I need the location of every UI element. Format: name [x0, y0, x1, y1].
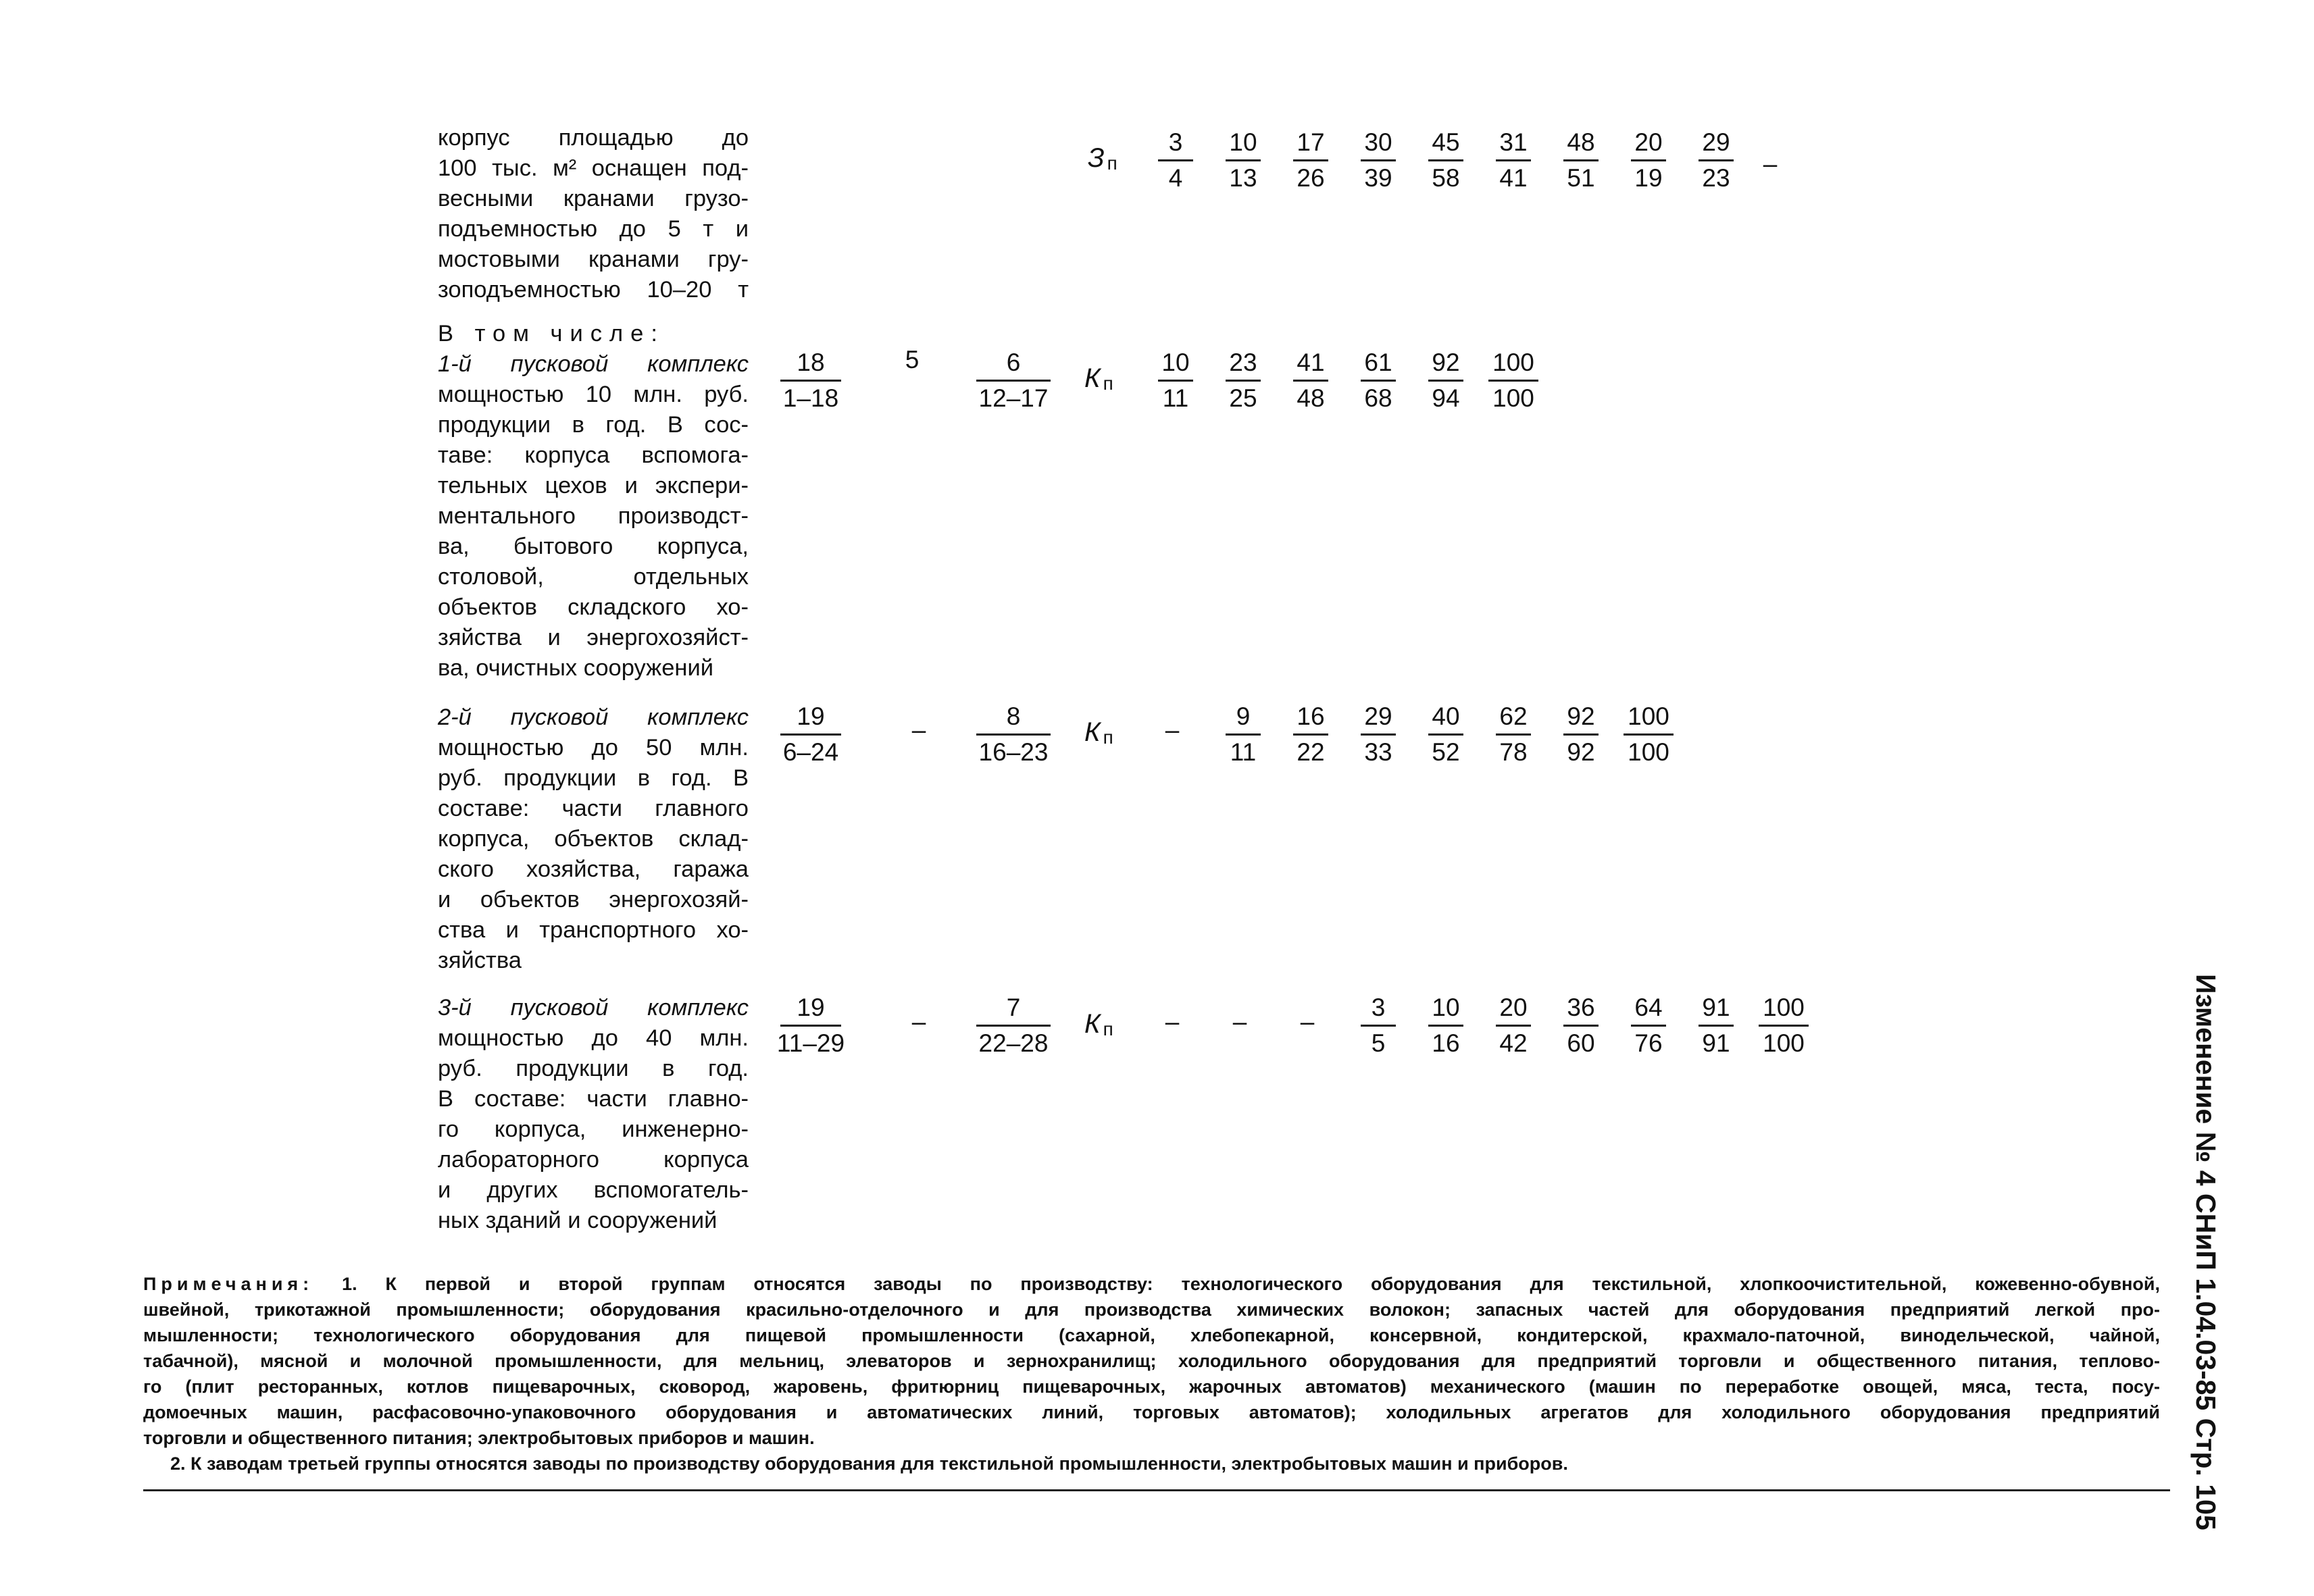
desc-line: весными кранами грузо- — [438, 186, 749, 211]
desc-line: составе: части главного — [438, 796, 749, 821]
desc-line: мощностью до 40 млн. — [438, 1025, 749, 1051]
row3-first-dash: – — [1165, 716, 1180, 744]
month-value: 29 33 — [1338, 700, 1419, 769]
month-value: 3 4 — [1135, 126, 1216, 195]
row3-description — [438, 702, 749, 976]
desc-line: руб. продукции в год. — [438, 1056, 749, 1081]
row2-col3: 6 12–17 — [973, 346, 1054, 415]
row4-description — [438, 993, 749, 1236]
month-value: 40 52 — [1405, 700, 1486, 769]
row2-col2: 5 — [905, 346, 920, 374]
desc-line: зоподъемностью 10–20 т — [438, 277, 749, 303]
desc-line: и объектов энергохозяй- — [438, 887, 749, 912]
month-value: 62 78 — [1473, 700, 1554, 769]
month-value: 10 13 — [1203, 126, 1284, 195]
month-value: 100 100 — [1608, 700, 1689, 769]
desc-line: мощностью до 50 млн. — [438, 735, 749, 761]
row2-total-duration: 18 1–18 — [770, 346, 851, 415]
note-line: 2. К заводам третьей группы относятся заводы по производству оборудования для текстильной промышленности, электробытовых машин и приборов. — [170, 1453, 1568, 1474]
desc-line: В составе: части главно- — [438, 1086, 749, 1112]
desc-line: 3-й пусковой комплекс — [438, 995, 749, 1021]
row4-dash-2: – — [1232, 1008, 1247, 1035]
bottom-rule — [143, 1489, 2170, 1491]
note-line: торговли и общественного питания; электробытовых приборов и машин. — [143, 1428, 815, 1448]
note-line: домоечных машин, расфасовочно-упаковочного оборудования и автоматических линий, торговых автоматов); холодильных агрегатов для холодильного оборудования предприятий — [143, 1402, 2160, 1422]
month-value: 48 51 — [1540, 126, 1621, 195]
notes — [143, 1271, 2160, 1476]
row4-dash-3: – — [1300, 1008, 1315, 1035]
note-line: го (плит ресторанных, котлов пищеварочных, сковород, жаровень, фритюрниц пищеварочных, жарочных автоматов) механического (машин по переработке овощей, мяса, теста, посу- — [143, 1376, 2160, 1397]
desc-line: подъемностью до 5 т и — [438, 216, 749, 242]
month-value: 9 11 — [1203, 700, 1284, 769]
month-value: 36 60 — [1540, 991, 1621, 1060]
row3-col3: 8 16–23 — [973, 700, 1054, 769]
desc-line: ского хозяйства, гаража — [438, 856, 749, 882]
month-value: 91 91 — [1676, 991, 1757, 1060]
row2-coef: К $_п$ — [1084, 363, 1113, 394]
desc-line: и других вспомогатель- — [438, 1177, 749, 1203]
desc-line: зяйства — [438, 948, 522, 973]
month-value: 41 48 — [1270, 346, 1351, 415]
desc-line: лабораторного корпуса — [438, 1147, 749, 1173]
row4-coef: К $_п$ — [1084, 1009, 1113, 1039]
month-value: 3 5 — [1338, 991, 1419, 1060]
month-value: 64 76 — [1608, 991, 1689, 1060]
month-value: 92 94 — [1405, 346, 1486, 415]
month-value: 10 16 — [1405, 991, 1486, 1060]
desc-line: ва, очистных сооружений — [438, 655, 714, 681]
desc-line: ства и транспортного хо- — [438, 917, 749, 943]
desc-line: го корпуса, инженерно- — [438, 1116, 749, 1142]
desc-line: 1-й пусковой комплекс — [438, 351, 749, 377]
desc-line: ментального производст- — [438, 503, 749, 529]
desc-line: таве: корпуса вспомога- — [438, 442, 749, 468]
month-value: 45 58 — [1405, 126, 1486, 195]
row1-tail: – — [1763, 150, 1778, 178]
note-line: швейной, трикотажной промышленности; оборудования красильно-отделочного и для производства химических волокон; запасных частей для оборудования предприятий легкой про- — [143, 1299, 2160, 1320]
month-value: 16 22 — [1270, 700, 1351, 769]
desc-line: мощностью 10 млн. руб. — [438, 382, 749, 407]
desc-line: корпус площадью до — [438, 125, 749, 151]
desc-heading: В том числе: — [438, 321, 665, 346]
month-value: 30 39 — [1338, 126, 1419, 195]
notes-heading: Примечания: — [143, 1274, 314, 1294]
row1-description — [438, 123, 749, 305]
month-value: 100 100 — [1473, 346, 1554, 415]
month-value: 17 26 — [1270, 126, 1351, 195]
row4-col3: 7 22–28 — [973, 991, 1054, 1060]
month-value: 31 41 — [1473, 126, 1554, 195]
row3-total-duration: 19 6–24 — [770, 700, 851, 769]
note-line-text: 1. К первой и второй группам относятся заводы по производству: технологического оборудования для текстильной, хлопкоочистительной, кожевенно-обувной, — [313, 1274, 2160, 1294]
month-value: 61 68 — [1338, 346, 1419, 415]
desc-line: корпуса, объектов склад- — [438, 826, 749, 852]
month-value: 100 100 — [1743, 991, 1824, 1060]
note-line — [143, 1271, 2160, 1297]
row3-col2: – — [911, 716, 926, 744]
desc-line: 2-й пусковой комплекс — [438, 704, 749, 730]
note-line: мышленности; технологического оборудования для пищевой промышленности (сахарной, хлебопекарной, консервной, кондитерской, крахмало-паточной, винодельческой, чайной, — [143, 1325, 2160, 1345]
side-caption: Изменение № 4 СНиП 1.04.03-85 Стр. 105 — [2190, 974, 2221, 1530]
desc-line: зяйства и энергохозяйст- — [438, 625, 749, 650]
month-value: 29 23 — [1676, 126, 1757, 195]
row4-col2: – — [911, 1008, 926, 1035]
desc-line: столовой, отдельных — [438, 564, 749, 590]
row3-coef: К $_п$ — [1084, 717, 1113, 748]
desc-line: объектов складского хо- — [438, 594, 749, 620]
row4-total-duration: 19 11–29 — [776, 994, 845, 1057]
desc-line: ва, бытового корпуса, — [438, 534, 749, 559]
desc-line: ных зданий и сооружений — [438, 1208, 718, 1233]
month-value: 23 25 — [1203, 346, 1284, 415]
month-value: 92 92 — [1540, 700, 1621, 769]
row1-coef: З $_п$ — [1088, 143, 1117, 174]
note-line: табачной), мясной и молочной промышленности, для мельниц, элеваторов и зернохранилищ; холодильного оборудования для предприятий торговли и общественного питания, теплово- — [143, 1351, 2160, 1371]
month-value: 10 11 — [1135, 346, 1216, 415]
desc-line: тельных цехов и экспери- — [438, 473, 749, 498]
desc-line: руб. продукции в год. В — [438, 765, 749, 791]
desc-line: 100 тыс. м² оснащен под- — [438, 155, 749, 181]
row4-dash-1: – — [1165, 1008, 1180, 1035]
desc-line: мостовыми кранами гру- — [438, 247, 749, 272]
month-value: 20 19 — [1608, 126, 1689, 195]
desc-line: продукции в год. В сос- — [438, 412, 749, 438]
month-value: 20 42 — [1473, 991, 1554, 1060]
row2-description — [438, 319, 749, 684]
